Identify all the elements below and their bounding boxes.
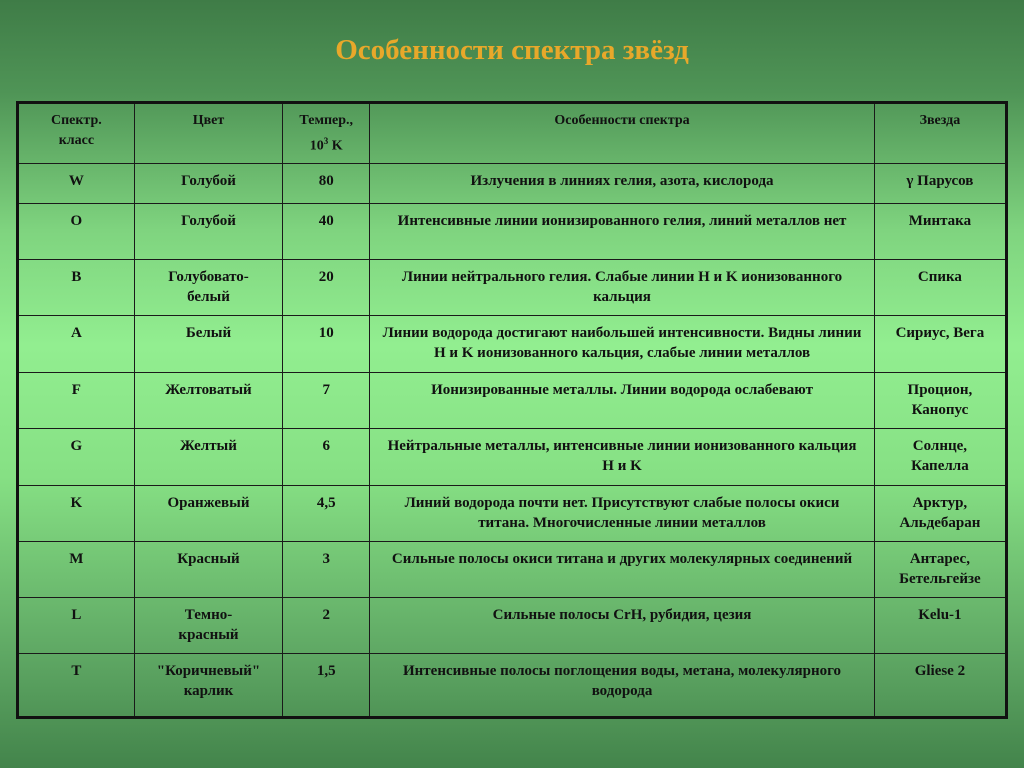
temperature-cell: 7: [283, 373, 370, 429]
temperature-cell: 6: [283, 429, 370, 486]
spectrum-features-cell: Линий водорода почти нет. Присутствуют слабые полосы окиси титана. Многочисленные линии металлов: [370, 486, 875, 542]
table-row: [18, 429, 1007, 486]
star-cell: Минтака: [874, 204, 1006, 260]
slide-title: Особенности спектра звёзд: [335, 34, 689, 66]
table-row: [18, 204, 1007, 260]
table-header-row: [18, 103, 1007, 164]
temperature-cell: 1,5: [283, 654, 370, 718]
spectral-class-cell: B: [18, 260, 135, 316]
header-temp-base: 10: [309, 138, 324, 154]
color-cell: Голубой: [134, 164, 282, 204]
header-class-line1: Спектр.: [50, 113, 102, 128]
temperature-cell: 10: [283, 316, 370, 373]
header-temp-exp: 3: [323, 136, 329, 146]
star-cell: Сириус, Вега: [874, 316, 1006, 373]
spectrum-features-cell: Интенсивные полосы поглощения воды, метана, молекулярного водорода: [370, 654, 875, 718]
header-temp-unit: K: [328, 138, 343, 154]
spectral-classes-table: [16, 101, 1008, 719]
star-cell: γ Парусов: [874, 164, 1006, 204]
star-cell: Антарес, Бетельгейзе: [874, 542, 1006, 598]
color-cell: Желтый: [134, 429, 282, 486]
spectral-class-cell: G: [18, 429, 135, 486]
spectral-class-cell: W: [18, 164, 135, 204]
spectrum-features-cell: Нейтральные металлы, интенсивные линии ионизованного кальция H и K: [370, 429, 875, 486]
star-cell: Спика: [874, 260, 1006, 316]
temperature-cell: 40: [283, 204, 370, 260]
header-class: [18, 103, 135, 164]
spectral-class-cell: L: [18, 598, 135, 654]
table-row: [18, 316, 1007, 373]
spectral-class-cell: M: [18, 542, 135, 598]
spectrum-features-cell: Интенсивные линии ионизированного гелия, линий металлов нет: [370, 204, 875, 260]
color-cell: Голубовато-белый: [134, 260, 282, 316]
table-row: [18, 654, 1007, 718]
color-cell: Темно-красный: [134, 598, 282, 654]
table-row: [18, 542, 1007, 598]
table-row: [18, 598, 1007, 654]
spectral-class-cell: O: [18, 204, 135, 260]
header-features: Особенности спектра: [370, 103, 875, 164]
spectrum-features-cell: Линии водорода достигают наибольшей интенсивности. Видны линии H и K ионизованного кальция, слабые линии металлов: [370, 316, 875, 373]
spectrum-features-cell: Сильные полосы окиси титана и других молекулярных соединений: [370, 542, 875, 598]
color-cell: "Коричневый" карлик: [134, 654, 282, 718]
header-temp-line1: Темпер.,: [299, 113, 354, 128]
spectral-class-cell: F: [18, 373, 135, 429]
color-cell: Голубой: [134, 204, 282, 260]
spectrum-features-cell: Ионизированные металлы. Линии водорода ослабевают: [370, 373, 875, 429]
star-cell: Kelu-1: [874, 598, 1006, 654]
table-row: [18, 164, 1007, 204]
temperature-cell: 80: [283, 164, 370, 204]
color-cell: Красный: [134, 542, 282, 598]
spectrum-features-cell: Линии нейтрального гелия. Слабые линии H и K ионизованного кальция: [370, 260, 875, 316]
color-cell: Желтоватый: [134, 373, 282, 429]
table-row: [18, 373, 1007, 429]
header-class-line2: класс: [58, 133, 95, 148]
star-cell: Процион, Канопус: [874, 373, 1006, 429]
spectrum-features-cell: Сильные полосы CrH, рубидия, цезия: [370, 598, 875, 654]
table-row: [18, 260, 1007, 316]
table-row: [18, 486, 1007, 542]
header-star: Звезда: [874, 103, 1006, 164]
star-cell: Арктур, Альдебаран: [874, 486, 1006, 542]
temperature-cell: 20: [283, 260, 370, 316]
star-cell: Gliese 2: [874, 654, 1006, 718]
temperature-cell: 4,5: [283, 486, 370, 542]
color-cell: Белый: [134, 316, 282, 373]
spectral-class-cell: T: [18, 654, 135, 718]
star-cell: Солнце, Капелла: [874, 429, 1006, 486]
color-cell: Оранжевый: [134, 486, 282, 542]
header-color: Цвет: [134, 103, 282, 164]
spectral-class-cell: A: [18, 316, 135, 373]
spectrum-features-cell: Излучения в линиях гелия, азота, кислорода: [370, 164, 875, 204]
header-temperature: [283, 103, 370, 164]
temperature-cell: 3: [283, 542, 370, 598]
temperature-cell: 2: [283, 598, 370, 654]
spectral-class-cell: K: [18, 486, 135, 542]
